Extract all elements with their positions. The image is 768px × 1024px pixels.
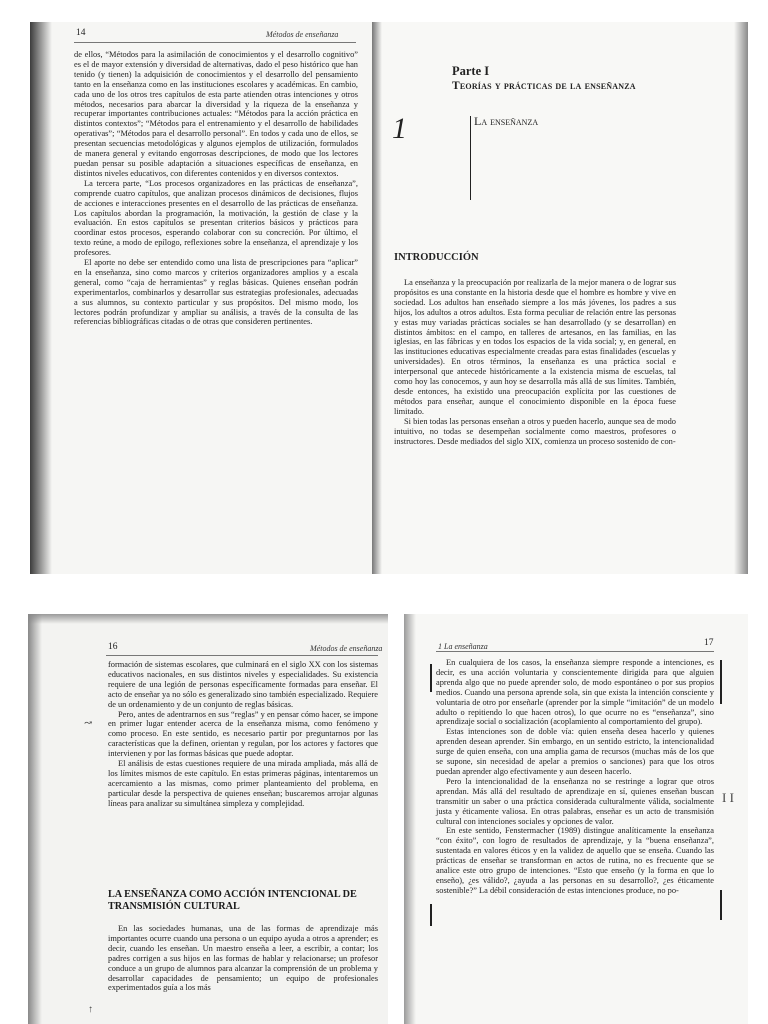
body-text [108, 660, 378, 809]
paragraph: formación de sistemas escolares, que culminará en el siglo XX con los sistemas educativos nacionales, en sus distintos niveles y especialidades. Su existencia requiere de una legión de personas específicamente formadas para enseñar. El acto de enseñar ya no sólo es generalizado sino también especializado. Requiere de un ordenamiento y de un conjunto de reglas básicas. [108, 660, 378, 709]
body-text [74, 50, 358, 327]
pen-arrow-mark: ↑ [88, 1004, 93, 1015]
paragraph: Pero, antes de adentrarnos en sus “reglas” y en pensar cómo hacer, se impone en primer lugar entender acerca de la enseñanza misma, como fenómeno y como proceso. En este sentido, es necesario partir por preguntarnos por las características que la definen, orientan y regulan, por los actores y factores que intervienen y por las formas básicas que puede adoptar. [108, 709, 378, 759]
header-rule [436, 651, 714, 652]
page-shadow [28, 614, 42, 1024]
header-rule [74, 42, 356, 43]
section-heading: LA ENSEÑANZA COMO ACCIÓN INTENCIONAL DE TRANSMISIÓN CULTURAL [108, 889, 357, 912]
header-rule [106, 655, 378, 656]
chapter-number: 1 [392, 112, 407, 145]
margin-pen-mark [720, 660, 722, 704]
paragraph: La tercera parte, “Los procesos organizadores en las prácticas de enseñanza”, comprende cuatro capítulos, que analizan procesos dinámicos de decisiones, flujos de acciones e interacciones presentes en el desarrollo de las prácticas de enseñanza. Los capítulos abordan la programación, la motivación, la gestión de clase y la evaluación. En estos capítulos se presentan criterios básicos y prácticos para coordinar estos procesos, esperando colaborar con su concreción. Por último, el texto reúne, a modo de epílogo, reflexiones sobre la enseñanza, el aprendizaje y los profesores. [74, 178, 358, 258]
margin-pen-mark [430, 904, 432, 926]
running-head: Métodos de enseñanza [310, 644, 383, 653]
pen-arrow-mark: ↝ [84, 718, 93, 729]
margin-note: I I [722, 790, 734, 805]
page-shadow [404, 614, 416, 1024]
part-label: Parte I [452, 64, 490, 78]
paragraph: El análisis de estas cuestiones requiere de una mirada ampliada, más allá de los límites mismos de este capítulo. En estas primeras páginas, intentaremos un acercamiento a las mismas, como primer planteamiento del problema, en particular desde la perspectiva de quienes enseñan; buscaremos arrojar algunas líneas para analizar su simultánea simpleza y complejidad. [108, 759, 378, 808]
page-shadow [734, 22, 748, 574]
paragraph: La enseñanza y la preocupación por realizarla de la mejor manera o de lograr sus propósitos es una constante en la historia desde que el hombre es hombre y vive en sociedad. Los adultos han enseñado siempre a los más jóvenes, los padres a sus hijos, los adultos a otros adultos. Esta forma peculiar de relación entre las personas y estas muy variadas prácticas sociales se han desarrollado (y se desarrollan) en distintos ámbitos: en el campo, en talleres de artesanos, en las familias, en las iglesias, en las fábricas y en todos los espacios de la vida social; y, en general, en las instituciones educativas especialmente creadas para estas finalidades (escuelas y universidades). En otros términos, la enseñanza es una práctica social e interpersonal que antecede históricamente a la existencia misma de escuelas, tal como hoy las conocemos, y aun hoy se desarrolla más allá de sus límites. También, desde entonces, ha existido una preocupación explícita por las cuestiones de métodos para enseñar, aunque el conocimiento disponible en la época fuese limitado. [394, 278, 676, 416]
page-17 [404, 614, 748, 1024]
page-shadow [30, 22, 52, 574]
paragraph: En este sentido, Fenstermacher (1989) distingue analíticamente la enseñanza “con éxito”, con logro de resultados de aprendizaje, y la “buena enseñanza”, sustentada en valores éticos y en la validez de aquello que se enseña. Cuando las prácticas de enseñar se transforman en actos de rutina, no es frecuente que se analice este otro grupo de intenciones. “Esto que enseño (y la forma en que lo enseño), ¿es válido?, ¿ayuda a las personas en su desarrollo?, ¿es éticamente sostenible?” La débil consideración de estas intenciones produce, no po- [436, 826, 714, 895]
chapter-rule [470, 116, 471, 200]
page-number: 14 [76, 28, 86, 38]
paragraph: En cualquiera de los casos, la enseñanza siempre responde a intenciones, es decir, es una acción voluntaria y conscientemente dirigida para que alguien aprenda algo que no puede aprender solo, de modo espontáneo o por sus propios medios. Cuando una persona aprende sola, sin que exista la intención consciente y voluntaria de otro por enseñarle (aprender por la simple “imitación” de un modelo adulto o repitiendo lo que hacen otros), lo que ocurre no es “enseñanza”, sino aprendizaje social o socialización (acoplamiento al comportamiento del grupo). [436, 658, 714, 727]
page-15 [372, 22, 748, 574]
page-16 [28, 614, 388, 1024]
page-14 [30, 22, 372, 574]
margin-pen-mark [720, 890, 722, 920]
section-heading: INTRODUCCIÓN [394, 252, 479, 263]
margin-pen-mark [430, 664, 432, 692]
part-title: Teorías y prácticas de la enseñanza [452, 80, 636, 92]
body-text [108, 924, 378, 993]
body-text [436, 658, 714, 896]
chapter-title: La enseñanza [474, 114, 539, 128]
paragraph: Estas intenciones son de doble vía: quien enseña desea hacerlo y quienes aprenden desean aprender. Sin embargo, en un sentido estricto, la intencionalidad surge de quien enseña, con una amplia gama de recursos (muchas más de los que se supone, sin necesidad de apelar a premios o sanciones) para que los otros puedan aprender algo efectivamente y aun deseen hacerlo. [436, 727, 714, 776]
page-number: 16 [108, 642, 118, 652]
paragraph: El aporte no debe ser entendido como una lista de prescripciones para “aplicar” en la enseñanza, sino como marcos y criterios organizadores amplios y a escala general, como “caja de herramientas” y reglas básicas. Quienes enseñan podrán experimentarlos, combinarlos y desarrollar sus estrategias profesionales, adecuadas a sus alumnos, su contexto particular y sus propósitos. Del mismo modo, los lectores podrán profundizar y ampliar su análisis, a través de la consulta de las referencias bibliográficas citadas o de otras que consideren pertinentes. [74, 258, 358, 327]
paragraph: En las sociedades humanas, una de las formas de aprendizaje más importantes ocurre cuando una persona o un equipo ayuda a otros a aprender; es decir, cuando les enseñan. Un maestro enseña a leer, a escribir, a contar; los padres corrigen a sus hijos en las formas de hablar y relacionarse; un profesor conduce a un grupo de alumnos para alcanzar la comprensión de un problema y desarrollar capacidades de pensamiento; un equipo de profesionales experimentados guía a los más [108, 924, 378, 993]
page-number: 17 [704, 638, 714, 648]
paragraph: de ellos, “Métodos para la asimilación de conocimientos y el desarrollo cognitivo” es el de mayor extensión y diversidad de alternativas, dado el peso histórico que han tenido (y tienen) la adquisición de conocimientos y el desarrollo del pensamiento tanto en la enseñanza como en las instituciones escolares y académicas. En cambio, cada uno de los otros tres capítulos de esta parte atienden otras intenciones y otros métodos, necesarios para abarcar la diversidad y la riqueza de la enseñanza y recuperar importantes contribuciones actuales: “Métodos para la acción práctica en distintos contextos”; “Métodos para el entrenamiento y el desarrollo de habilidades operativas”; “Métodos para el desarrollo personal”. En todos y cada uno de ellos, se presentan secuencias metodológicas y algunos ejemplos de utilización, formulados de manera general y evitando engorrosas descripciones, de modo que los lectores puedan pensar su posible adaptación a situaciones específicas de enseñanza, en distintos niveles educativos, con diferentes contenidos y en diversos contextos. [74, 50, 358, 178]
running-head: Métodos de enseñanza [266, 30, 339, 39]
paragraph: Si bien todas las personas enseñan a otros y pueden hacerlo, aunque sea de modo intuitivo, no todas se desempeñan socialmente como maestros, profesores o instructores. Desde mediados del siglo XIX, comienza un proceso sostenido de con- [394, 416, 676, 446]
paragraph: Pero la intencionalidad de la enseñanza no se restringe a lograr que otros aprendan. Más allá del resultado de aprendizaje en sí, quienes enseñan buscan transmitir un saber o una práctica considerada culturalmente válida, socialmente justa y éticamente valiosa. En otras palabras, enseñar es un acto de transmisión cultural con intenciones sociales y opciones de valor. [436, 776, 714, 826]
body-text [394, 278, 676, 446]
page-shadow [372, 22, 382, 574]
running-head: 1 La enseñanza [438, 642, 488, 651]
page-shadow [28, 614, 388, 624]
